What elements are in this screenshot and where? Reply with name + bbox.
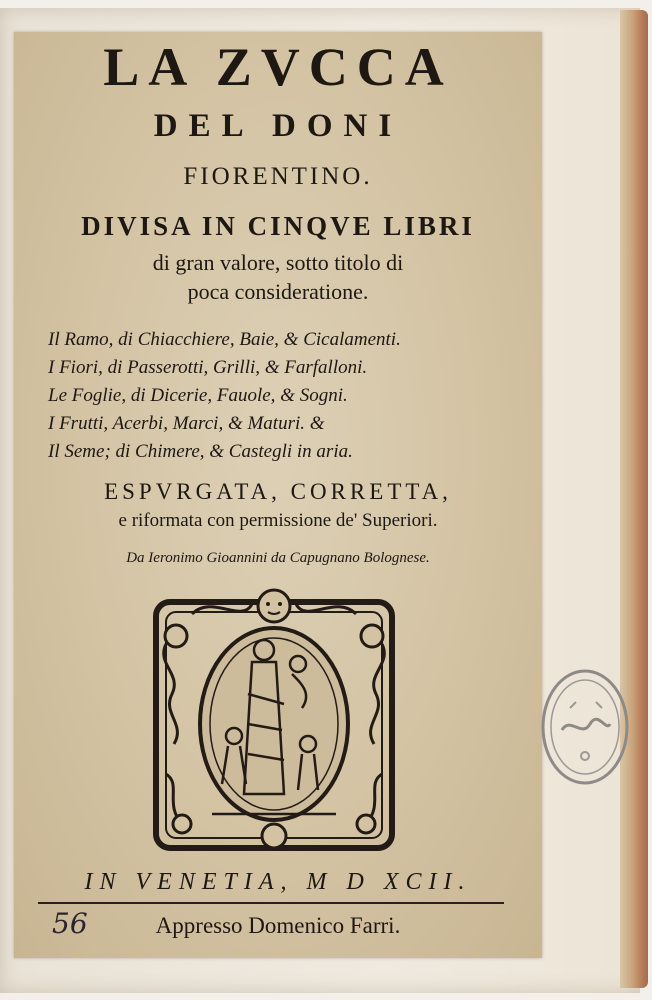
title-line-3: FIORENTINO.	[183, 163, 373, 190]
book-fore-edge	[620, 10, 648, 988]
subtitle-line-1: di gran valore, sotto titolo di	[152, 250, 404, 275]
imprint-rule	[38, 902, 504, 904]
book-list-item: Il Ramo, di Chiacchiere, Baie, & Cicalamenti.	[48, 329, 401, 350]
book-list-item: Le Foglie, di Dicerie, Fauole, & Sogni.	[48, 385, 348, 406]
imprint-place-date: IN VENETIA, M D XCII.	[84, 869, 472, 895]
espurgata-heading: ESPVRGATA, CORRETTA,	[104, 479, 452, 504]
title-line-1: LA ZVCCA	[103, 37, 453, 97]
woodcut-illustration	[152, 584, 396, 852]
book-list-item: I Frutti, Acerbi, Marci, & Maturi. &	[48, 413, 325, 434]
handwritten-number: 56	[52, 907, 88, 940]
title-line-2: DEL DONI	[153, 108, 403, 144]
library-stamp-icon	[540, 668, 630, 786]
book-list-item: I Fiori, di Passerotti, Grilli, & Farfalloni.	[48, 357, 368, 378]
riformata-line: e riformata con permissione de' Superiori.	[118, 510, 438, 531]
book-list-item: Il Seme; di Chimere, & Castegli in aria.	[48, 441, 353, 462]
editor-credit: Da Ieronimo Gioannini da Capugnano Bolognese.	[126, 550, 430, 566]
subtitle-line-2: poca consideratione.	[187, 279, 369, 304]
title-line-4: DIVISA IN CINQVE LIBRI	[81, 211, 475, 241]
imprint-printer: Appresso Domenico Farri.	[155, 913, 401, 938]
